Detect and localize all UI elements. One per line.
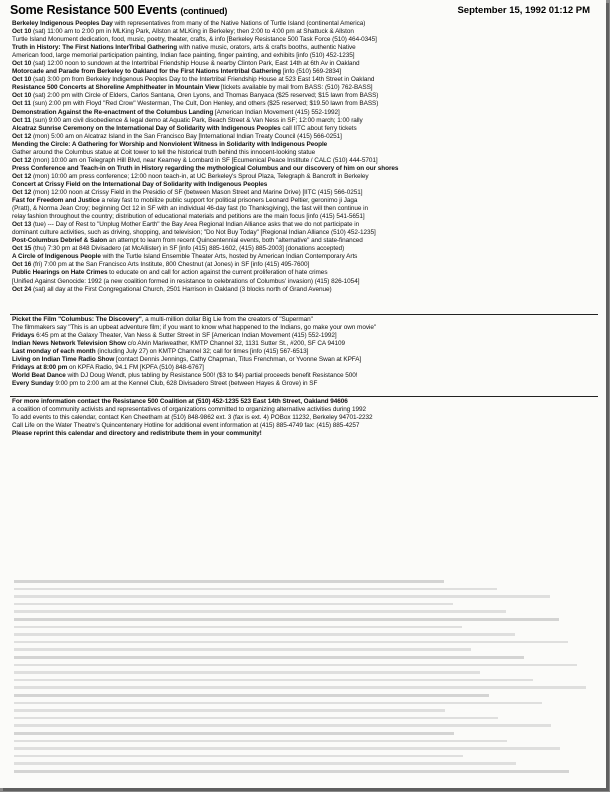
line-text: (mon) 12:00 noon at Crissy Field in the Presidio of SF (between Mason Street and Marine Drive) [IITC (415) 566-0251]	[31, 188, 363, 196]
events-line	[12, 68, 598, 76]
media-line	[12, 380, 598, 388]
events-list	[12, 20, 598, 294]
events-line	[12, 125, 598, 133]
line-heading: Oct 12	[12, 156, 32, 164]
line-text: 9:00 pm to 2:00 am at the Kennel Club, 628 Divisadero Street (between Hayes & Grove) in SF	[53, 380, 318, 388]
line-heading: Resistance 500 Concerts at Shoreline Amphitheater in Mountain View	[12, 84, 220, 92]
events-line	[12, 229, 598, 237]
bleed-line	[14, 762, 516, 765]
line-text: [contact Dennis Jennings, Cathy Chapman, Titus Frenchman, or Yvonne Swan at KPFA]	[114, 356, 362, 364]
print-date: September 15, 1992 01:12 PM	[457, 5, 590, 16]
bleed-line	[14, 633, 515, 636]
divider-rule	[10, 396, 598, 397]
events-line	[12, 189, 598, 197]
footer-line	[12, 414, 598, 422]
line-heading: Oct 15	[12, 245, 32, 253]
line-heading: Oct 12	[12, 132, 32, 140]
media-line	[12, 348, 598, 356]
bleed-line	[14, 648, 471, 651]
line-text: call IITC about ferry tickets	[280, 124, 357, 132]
line-heading: Oct 10	[12, 28, 32, 36]
line-text: (Pratt), & Norma Jean Croy; beginning Oct 12 in SF with an individual 46-day fast (to Thanksgiving), the fast will then continue in	[12, 205, 369, 213]
line-text: (mon) 10:00 am press conference; 12:00 noon teach-in, at UC Berkeley's Sproul Plaza, Telegraph & Bancroft in Berkeley	[31, 172, 369, 180]
bleed-line	[14, 603, 453, 606]
media-line	[12, 316, 598, 324]
line-heading: A Circle of Indigenous People	[12, 253, 101, 261]
bleed-line	[14, 626, 462, 629]
events-line	[12, 278, 598, 286]
line-text: with native music, orators, arts & crafts booths, authentic Native	[177, 44, 356, 52]
bleed-line	[14, 770, 569, 773]
line-heading: Oct 12	[12, 172, 32, 180]
line-heading: Truth in History: The First Nations InterTribal Gathering	[12, 44, 178, 52]
line-heading: Oct 11	[12, 116, 31, 124]
line-heading: Oct 24	[12, 285, 32, 293]
bleed-line	[14, 588, 497, 591]
events-line	[12, 197, 598, 205]
line-text: a relay fast to mobilize public support for political prisoners Leonard Peltier, geronimo ji Jaga	[99, 197, 358, 205]
line-text: The filmmakers say "This is an upbeat adventure film; if you want to know what happened to the Indians, go make your own movie"	[12, 324, 377, 332]
media-list	[12, 316, 598, 388]
bleed-line	[14, 717, 498, 720]
line-text: with representatives from many of the Native Nations of Turtle Island (continental America)	[112, 20, 366, 27]
line-heading: Press Conference and Teach-in on Truth in History regarding the mythological Columbus and our discovery of him on our shores	[12, 164, 399, 172]
events-line	[12, 173, 598, 181]
events-line	[12, 253, 598, 261]
events-line	[12, 133, 598, 141]
events-line	[12, 181, 598, 189]
events-line	[12, 245, 598, 253]
events-line	[12, 141, 598, 149]
events-line	[12, 92, 598, 100]
line-heading: Indian News Network Television Show	[12, 340, 126, 348]
bleed-line	[14, 732, 454, 735]
line-text: an attempt to learn from recent Quincentennial events, both "alternative" and state-financed	[107, 237, 363, 245]
line-heading: Berkeley Indigenous Peoples Day	[12, 20, 113, 27]
line-text: American food, large memorial participation painting, Indian face painting, finger painting, and exhibits [info (510) 452-1235]	[12, 52, 355, 60]
line-heading: Demonstration Against the Re-enactment of the Columbus Landing	[12, 108, 214, 116]
line-heading: Please reprint this calendar and directory and redistribute them in your community!	[12, 430, 262, 438]
line-text: (tue) --- Day of Rest to "Unplug Mother Earth" the Bay Area Regional Indian Alliance asks that we do not participate in	[31, 221, 360, 229]
line-text: 6:45 pm at the Galaxy Theater, Van Ness & Sutter Street in SF [American Indian Movement (415) 552-1992]	[34, 332, 337, 340]
line-text: to educate on and call for action against the current proliferation of hate crimes	[107, 269, 328, 277]
line-text: (including July 27) on KMTP Channel 32; call for times [info (415) 567-6513]	[95, 348, 309, 356]
bleed-line	[14, 755, 463, 758]
footer-line	[12, 398, 598, 406]
bleed-line	[14, 686, 586, 689]
line-text: (sat) 12:00 noon to sundown at the Intertribal Friendship House & nearby Clinton Park, East 14th at 6th Av in Oakland	[31, 60, 360, 68]
events-line	[12, 149, 598, 157]
events-line	[12, 28, 598, 36]
line-text: on KPFA Radio, 94.1 FM [KPFA (510) 848-6767]	[67, 364, 204, 372]
line-heading: Fridays	[12, 332, 35, 340]
bleed-line	[14, 580, 444, 583]
line-text: relay fashion throughout the country; distribution of educational materials and petitions are the main focus [info (415) 541-5651]	[12, 213, 365, 221]
bleed-line	[14, 595, 550, 598]
bleed-line	[14, 709, 445, 712]
line-text: [Unified Against Genocide: 1992 (a new coalition formed in resistance to celebrations of Columbus' invasion) (415) 826-1054]	[12, 277, 360, 285]
line-heading: Concert at Crissy Field on the International Day of Solidarity with Indigenous Peoples	[12, 180, 268, 188]
line-heading: Fast for Freedom and Justice	[12, 197, 100, 205]
line-text: (sat) 3:00 pm from Berkeley Indigenous Peoples Day to the Intertribal Friendship House at 523 East 14th Street in Oakland	[31, 76, 375, 84]
events-line	[12, 221, 598, 229]
events-line	[12, 76, 598, 84]
footer-line	[12, 406, 598, 414]
line-heading: Last monday of each month	[12, 348, 96, 356]
bleed-line	[14, 679, 533, 682]
line-text: To add events to this calendar, contact Ken Cheetham at (510) 848-9862 ext. 3 (fax is ext. 4) POBox 11232, Berkeley 94701-2232	[12, 414, 373, 422]
line-heading: For more information contact the Resistance 500 Coalition at (510) 452-1235 523 East 14th Street, Oakland 94606	[12, 398, 348, 405]
events-line	[12, 109, 598, 117]
line-heading: Post-Columbus Debrief & Salon	[12, 237, 108, 245]
events-line	[12, 205, 598, 213]
line-heading: Picket the Film "Columbus: The Discovery"	[12, 316, 142, 323]
line-heading: Every Sunday	[12, 380, 54, 388]
footer-line	[12, 422, 598, 430]
events-line	[12, 237, 598, 245]
media-line	[12, 364, 598, 372]
divider-rule	[10, 314, 598, 315]
events-line	[12, 36, 598, 44]
bleed-line	[14, 724, 551, 727]
line-text: (thu) 7:30 pm at 848 Divisadero (at McAllister) in SF [info (415) 885-1602, (415) 885-2003] (donations accepted)	[31, 245, 345, 253]
line-heading: Alcatraz Sunrise Ceremony on the International Day of Solidarity with Indigenous Peoples	[12, 124, 281, 132]
media-line	[12, 332, 598, 340]
media-line	[12, 324, 598, 332]
line-heading: Oct 16	[12, 261, 32, 269]
events-line	[12, 117, 598, 125]
page-header	[10, 3, 596, 19]
line-text: [American Indian Movement (415) 552-1992]	[213, 108, 340, 116]
media-line	[12, 340, 598, 348]
line-text: Turtle Island Monument dedication, food, music, poetry, theater, crafts, & info [Berkeley Resistance 500 Task Force (510) 464-0345]	[12, 36, 377, 44]
bleed-line	[14, 610, 506, 613]
events-line	[12, 269, 598, 277]
line-text: dominant culture activities, such as driving, shopping, and television; "Do Not Buy Today" [Regional Indian Alliance (510) 452-1235]	[12, 229, 376, 237]
line-text: with the Turtle Island Ensemble Theater Arts, hosted by American Indian Contemporary Arts	[100, 253, 358, 261]
bleed-line	[14, 671, 480, 674]
line-text: , a multi-million dollar Big Lie from the creators of "Superman"	[141, 316, 313, 323]
footer-line	[12, 430, 598, 438]
events-line	[12, 52, 598, 60]
line-text: with DJ Doug Wendt, plus tabling by Resistance 500! ($3 to $4) partial proceeds benefit Resistance 500!	[65, 372, 358, 380]
line-heading: Oct 12	[12, 188, 32, 196]
line-text: [info (510) 569-2834]	[281, 68, 342, 76]
line-heading: Public Hearings on Hate Crimes	[12, 269, 108, 277]
line-text: (fri) 7:00 pm at the San Francisco Arts Institute, 800 Chestnut (at Jones) in SF [info (415) 495-7600]	[31, 261, 310, 269]
line-heading: Oct 10	[12, 92, 32, 100]
events-line	[12, 165, 598, 173]
bleed-line	[14, 702, 542, 705]
line-text: (sun) 9:00 am civil disobedience & legal demo at Aquatic Park, Beach Street & Van Ness in SF; 12:00 march; 1:00 rally	[30, 116, 363, 124]
line-text: (mon) 5:00 am on Alcatraz Island in the San Francisco Bay [International Indian Treaty Council (415) 566-0251]	[31, 132, 342, 140]
contact-footer	[12, 398, 598, 438]
line-text: a coalition of community activists and representatives of organizations committed to organizing alternative activities during 1992	[12, 406, 367, 414]
line-heading: Oct 11	[12, 100, 31, 108]
media-line	[12, 356, 598, 364]
bleed-line	[14, 664, 577, 667]
bleed-line	[14, 656, 524, 659]
line-text: (mon) 10:00 am on Telegraph Hill Blvd, near Kearney & Lombard in SF [Ecumenical Peace Institute / CALC (510) 444-5701]	[31, 156, 378, 164]
line-heading: Fridays at 8:00 pm	[12, 364, 68, 372]
line-heading: Living on Indian Time Radio Show	[12, 356, 115, 364]
line-heading: Oct 13	[12, 221, 32, 229]
line-text: (sun) 2:00 pm with Floyd "Red Crow" Westerman, The Cult, Don Henley, and others ($25 reserved; $19.50 lawn from BASS)	[30, 100, 379, 108]
media-line	[12, 372, 598, 380]
events-line	[12, 20, 598, 28]
line-text: (sat) 2:00 pm with Circle of Elders, Carlos Santana, Oren Lyons, and Thomas Banyaca ($25 reserved; $15 lawn from BASS)	[31, 92, 379, 100]
line-heading: Oct 10	[12, 76, 32, 84]
bleed-line	[14, 747, 560, 750]
line-text: c/o Alvin Mariweather, KMTP Channel 32, 1131 Sutter St., #200, SF CA 94109	[125, 340, 346, 348]
title-text: Some Resistance 500 Events	[10, 3, 178, 17]
events-line	[12, 157, 598, 165]
line-text: Gather around the Columbus statue at Coit tower to tell the historical truth behind this innocent-looking statue	[12, 148, 316, 156]
events-line	[12, 44, 598, 52]
bleed-line	[14, 641, 568, 644]
events-line	[12, 60, 598, 68]
events-line	[12, 213, 598, 221]
line-text: (sat) 11:00 am to 2:00 pm in MLKing Park, Allston at MLKing in Berkeley; then 2:00 to 4:00 pm at Shattuck & Allston	[31, 28, 354, 36]
line-text: [tickets available by mail from BASS: (510) 762-BASS]	[219, 84, 373, 92]
events-line	[12, 100, 598, 108]
bleed-line	[14, 740, 507, 743]
page-title	[10, 3, 227, 17]
line-heading: Oct 10	[12, 60, 32, 68]
line-text: Call Life on the Water Theatre's Quincentenary Hotline for additional event information at (415) 885-4749 fax: (415) 885-4257	[12, 422, 360, 430]
line-text: (sat) all day at the First Congregational Church, 2501 Harrison in Oakland (3 blocks north of Grand Avenue)	[31, 285, 332, 293]
line-heading: World Beat Dance	[12, 372, 66, 380]
title-suffix: (continued)	[180, 6, 228, 16]
events-line	[12, 261, 598, 269]
bleed-line	[14, 694, 489, 697]
line-heading: Motorcade and Parade from Berkeley to Oakland for the First Nations Intertribal Gathering	[12, 68, 281, 76]
back-page-bleedthrough	[0, 572, 606, 782]
line-heading: Mending the Circle: A Gathering for Worship and Nonviolent Witness in Solidarity with Indigenous People	[12, 140, 328, 148]
events-line	[12, 286, 598, 294]
events-line	[12, 84, 598, 92]
bleed-line	[14, 618, 559, 621]
